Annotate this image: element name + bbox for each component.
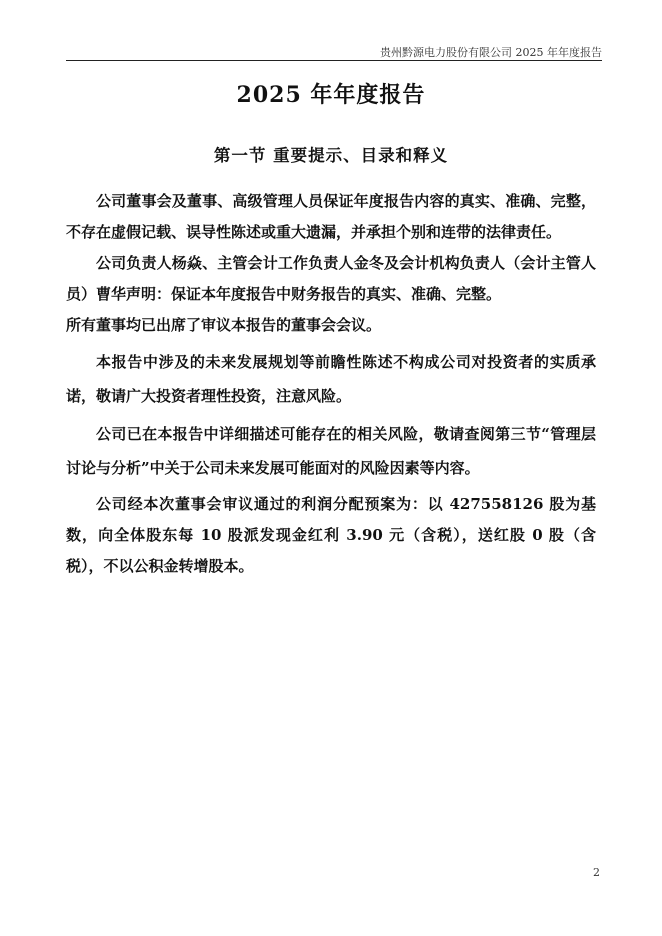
running-header: 贵州黔源电力股份有限公司 2025 年年度报告 — [380, 46, 602, 59]
page-number: 2 — [593, 866, 600, 879]
document-title: 2025 年年度报告 — [236, 82, 426, 108]
main-content — [66, 186, 596, 582]
paragraph-responsibility: 公司董事会及董事、高级管理人员保证年度报告内容的真实、准确、完整，不存在虚假记载、误导性陈述或重大遗漏，并承担个别和连带的法律责任。 — [66, 192, 596, 241]
paragraph-risk: 公司已在本报告中详细描述可能存在的相关风险，敬请查阅第三节“管理层讨论与分析”中关于公司未来发展可能面对的风险因素等内容。 — [66, 425, 596, 477]
section-title: 第一节 重要提示、目录和释义 — [213, 146, 449, 165]
header-divider — [66, 60, 602, 61]
paragraph-forward-looking: 本报告中涉及的未来发展规划等前瞻性陈述不构成公司对投资者的实质承诺，敬请广大投资者理性投资，注意风险。 — [66, 353, 596, 405]
paragraph-declaration: 公司负责人杨焱、主管会计工作负责人金冬及会计机构负责人（会计主管人员）曹华声明：保证本年度报告中财务报告的真实、准确、完整。 — [66, 254, 596, 303]
paragraph-profit-distribution: 公司经本次董事会审议通过的利润分配预案为：以 427558126 股为基数，向全体股东每 10 股派发现金红利 3.90 元（含税），送红股 0 股（含税），不以公积金转增股本。 — [66, 495, 596, 575]
paragraph-attendance: 所有董事均已出席了审议本报告的董事会会议。 — [66, 316, 382, 334]
